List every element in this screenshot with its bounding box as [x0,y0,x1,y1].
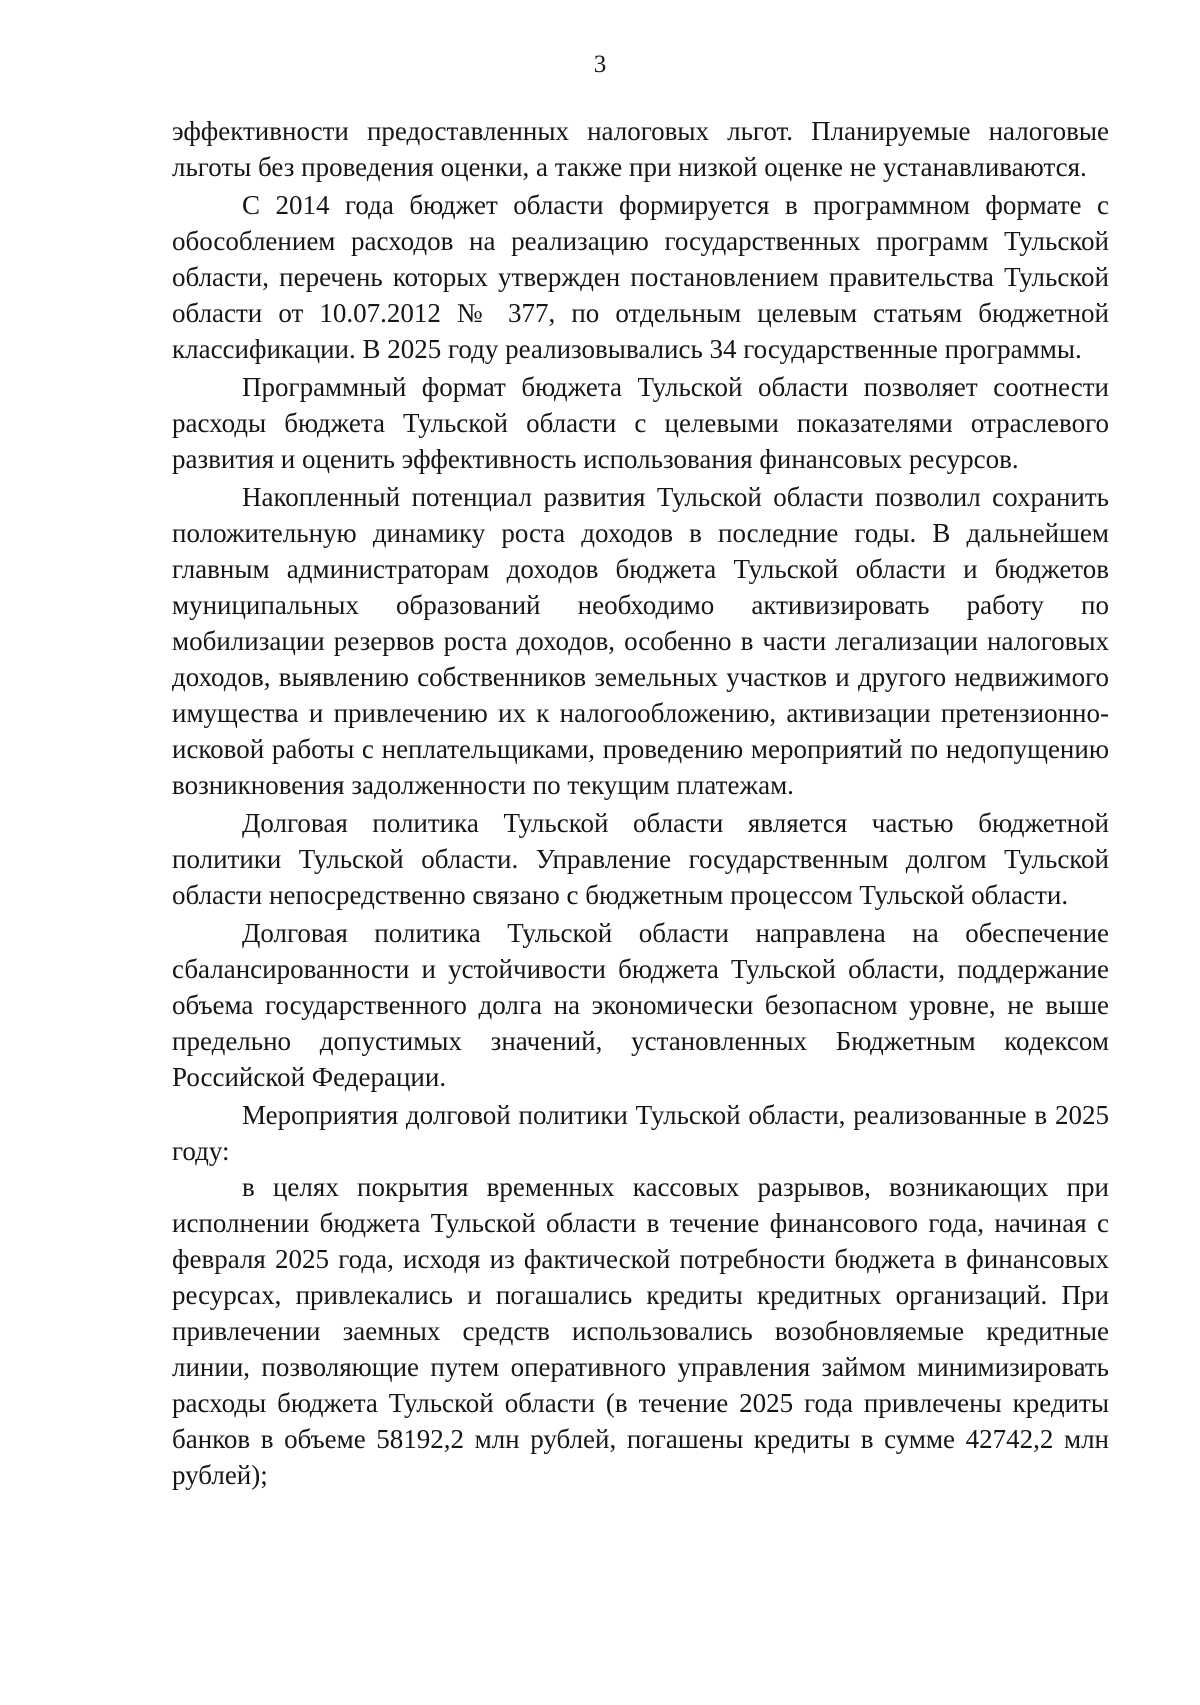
paragraph: в целях покрытия временных кассовых разрывов, возникающих при исполнении бюджета Тульской области в течение финансового года, начиная с февраля 2025 года, исходя из фактической потребности бюджета в финансовых ресурсах, привлекались и погашались кредиты кредитных организаций. При привлечении заемных средств использовались возобновляемые кредитные линии, позволяющие путем оперативного управления займом минимизировать расходы бюджета Тульской области (в течение 2025 года привлечены кредиты банков в объеме 58192,2 млн рублей, погашены кредиты в сумме 42742,2 млн рублей); [172,1172,1109,1490]
paragraph: Долговая политика Тульской области является частью бюджетной политики Тульской области. Управление государственным долгом Тульской области непосредственно связано с бюджетным процессом Тульской области. [172,808,1109,910]
paragraph: Мероприятия долговой политики Тульской области, реализованные в 2025 году: [172,1100,1109,1166]
paragraph: Программный формат бюджета Тульской области позволяет соотнести расходы бюджета Тульской области с целевыми показателями отраслевого развития и оценить эффективность использования финансовых ресурсов. [172,372,1109,474]
paragraph: Накопленный потенциал развития Тульской области позволил сохранить положительную динамику роста доходов в последние годы. В дальнейшем главным администраторам доходов бюджета Тульской области и бюджетов муниципальных образований необходимо активизировать работу по мобилизации резервов роста доходов, особенно в части легализации налоговых доходов, выявлению собственников земельных участков и другого недвижимого имущества и привлечению их к налогообложению, активизации претензионно-исковой работы с неплательщиками, проведению мероприятий по недопущению возникновения задолженности по текущим платежам. [172,482,1109,800]
document-body [172,113,1109,1493]
paragraph: эффективности предоставленных налоговых льгот. Планируемые налоговые льготы без проведения оценки, а также при низкой оценке не устанавливаются. [172,116,1109,182]
paragraph: С 2014 года бюджет области формируется в программном формате с обособлением расходов на реализацию государственных программ Тульской области, перечень которых утвержден постановлением правительства Тульской области от 10.07.2012 № 377, по отдельным целевым статьям бюджетной классификации. В 2025 году реализовывались 34 государственные программы. [172,190,1109,364]
paragraph: Долговая политика Тульской области направлена на обеспечение сбалансированности и устойчивости бюджета Тульской области, поддержание объема государственного долга на экономически безопасном уровне, не выше предельно допустимых значений, установленных Бюджетным кодексом Российской Федерации. [172,918,1109,1092]
page-number: 3 [593,51,607,78]
